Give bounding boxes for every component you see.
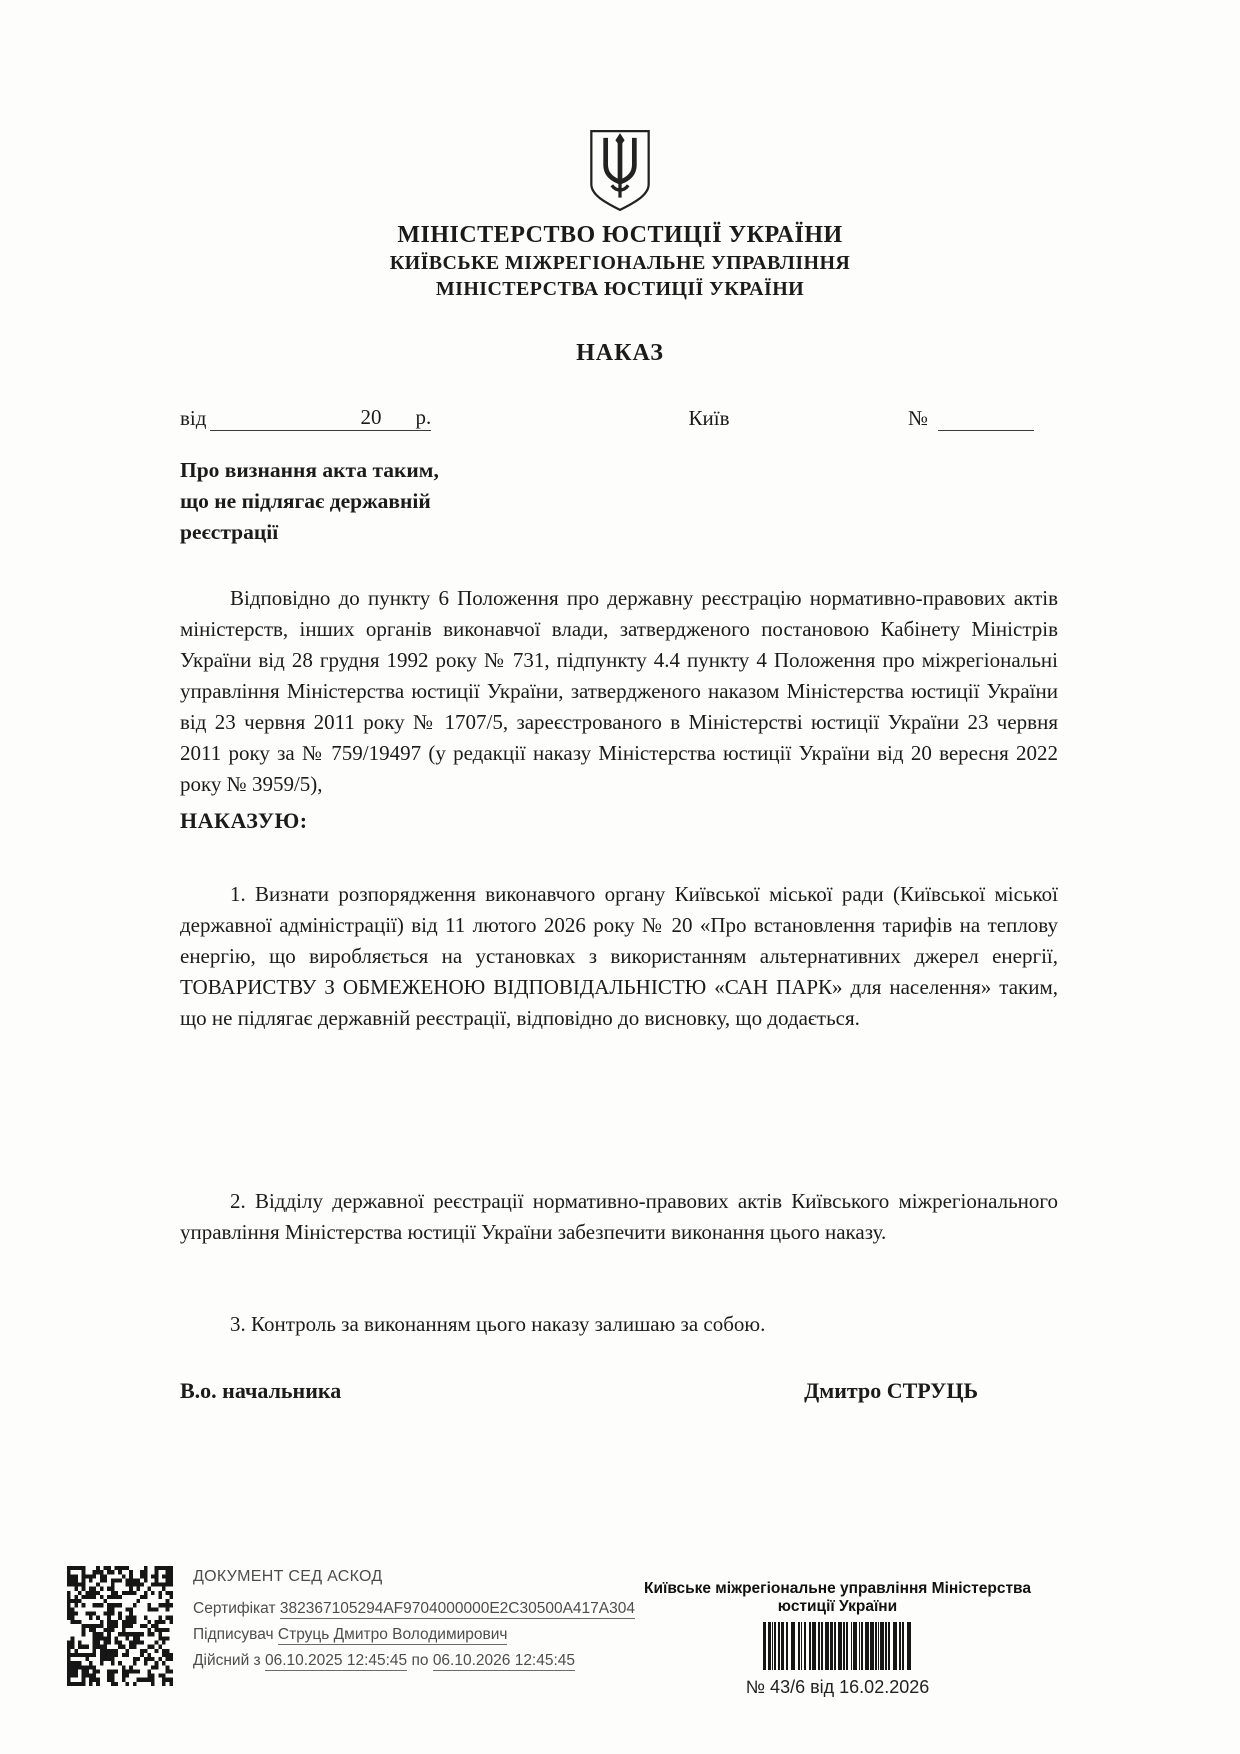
sed-system-label: ДОКУМЕНТ СЕД АСКОД: [193, 1568, 383, 1585]
resolve-word: НАКАЗУЮ:: [180, 808, 308, 833]
order-item-2: 2. Відділу державної реєстрації нормативно-правових актів Київського міжрегіонального управління Міністерства юстиції України забезпечити виконання цього наказу.: [180, 1189, 1058, 1244]
document-header: [0, 222, 1240, 301]
date-field: [180, 405, 570, 431]
valid-to-value: 06.10.2026 12:45:45: [432, 1652, 576, 1669]
city-label: Київ: [688, 406, 730, 430]
date-from-label: від: [180, 406, 207, 430]
signer-name: Дмитро СТРУЦЬ: [804, 1378, 978, 1403]
ministry-name: МІНІСТЕРСТВО ЮСТИЦІЇ УКРАЇНИ: [397, 222, 843, 248]
date-number-row: [180, 405, 1058, 431]
registration-block: [615, 1580, 1060, 1698]
certificate-label: Сертифікат: [193, 1600, 276, 1617]
office-name-line2: МІНІСТЕРСТВА ЮСТИЦІЇ УКРАЇНИ: [435, 278, 805, 300]
preamble-paragraph: Відповідно до пункту 6 Положення про державну реєстрацію нормативно-правових актів міністерств, інших органів виконавчої влади, затвердженого постановою Кабінету Міністрів України від 28 грудня 1992 року № 731, підпункту 4.4 пункту 4 Положення про міжрегіональні управління Міністерства юстиції України, затвердженого наказом Міністерства юстиції України від 23 червня 2011 року № 1707/5, зареєстрованого в Міністерстві юстиції України 23 червня 2011 року за № 759/19497 (у редакції наказу Міністерства юстиції України від 20 вересня 2022 року № 3959/5),: [180, 586, 1058, 796]
validity-separator: по: [411, 1652, 429, 1669]
number-label: №: [908, 406, 929, 430]
validity-label: Дійсний з: [193, 1652, 261, 1669]
subject-line: що не підлягає державній: [180, 489, 431, 513]
signer-position: В.о. начальника: [180, 1378, 342, 1403]
certificate-value: 382367105294AF9704000000E2C30500A417A304: [279, 1600, 635, 1617]
emblem-container: [0, 128, 1240, 219]
registration-number: № 43/6 від 16.02.2026: [745, 1677, 930, 1697]
signer-label: Підписувач: [193, 1626, 274, 1643]
subject-line: Про визнання акта таким,: [180, 458, 439, 482]
date-year-suffix: р.: [415, 405, 432, 429]
esignature-stamp: [193, 1568, 635, 1670]
number-blank-line: [938, 430, 1034, 431]
signer-value: Струць Дмитро Володимирович: [277, 1626, 508, 1643]
registration-org: Київське міжрегіональне управління Міністерства юстиції України: [643, 1580, 1031, 1615]
office-name-line1: КИЇВСЬКЕ МІЖРЕГІОНАЛЬНЕ УПРАВЛІННЯ: [389, 252, 851, 274]
valid-from-value: 06.10.2025 12:45:45: [264, 1652, 408, 1669]
document-title: НАКАЗ: [576, 340, 664, 366]
subject-line: реєстрації: [180, 520, 279, 544]
order-item-3: 3. Контроль за виконанням цього наказу залишаю за собою.: [230, 1312, 766, 1336]
registration-barcode: [763, 1622, 913, 1670]
order-item-1: 1. Визнати розпорядження виконавчого органу Київської міської ради (Київської міської державної адміністрації) від 11 лютого 2026 року № 20 «Про встановлення тарифів на теплову енергію, що виробляється на установках з використанням альтернативних джерел енергії, ТОВАРИСТВУ З ОБМЕЖЕНОЮ ВІДПОВІДАЛЬНІСТЮ «САН ПАРК» для населення» таким, що не підлягає державній реєстрації, відповідно до висновку, що додається.: [180, 882, 1058, 1030]
number-field: [908, 406, 1058, 431]
qr-code: [67, 1566, 173, 1686]
ukraine-trident-emblem-icon: [587, 201, 653, 218]
date-year-prefix: 20: [360, 405, 382, 429]
signature-row: [180, 1378, 1058, 1404]
date-blank-line: [210, 405, 431, 431]
subject-block: [180, 455, 439, 548]
